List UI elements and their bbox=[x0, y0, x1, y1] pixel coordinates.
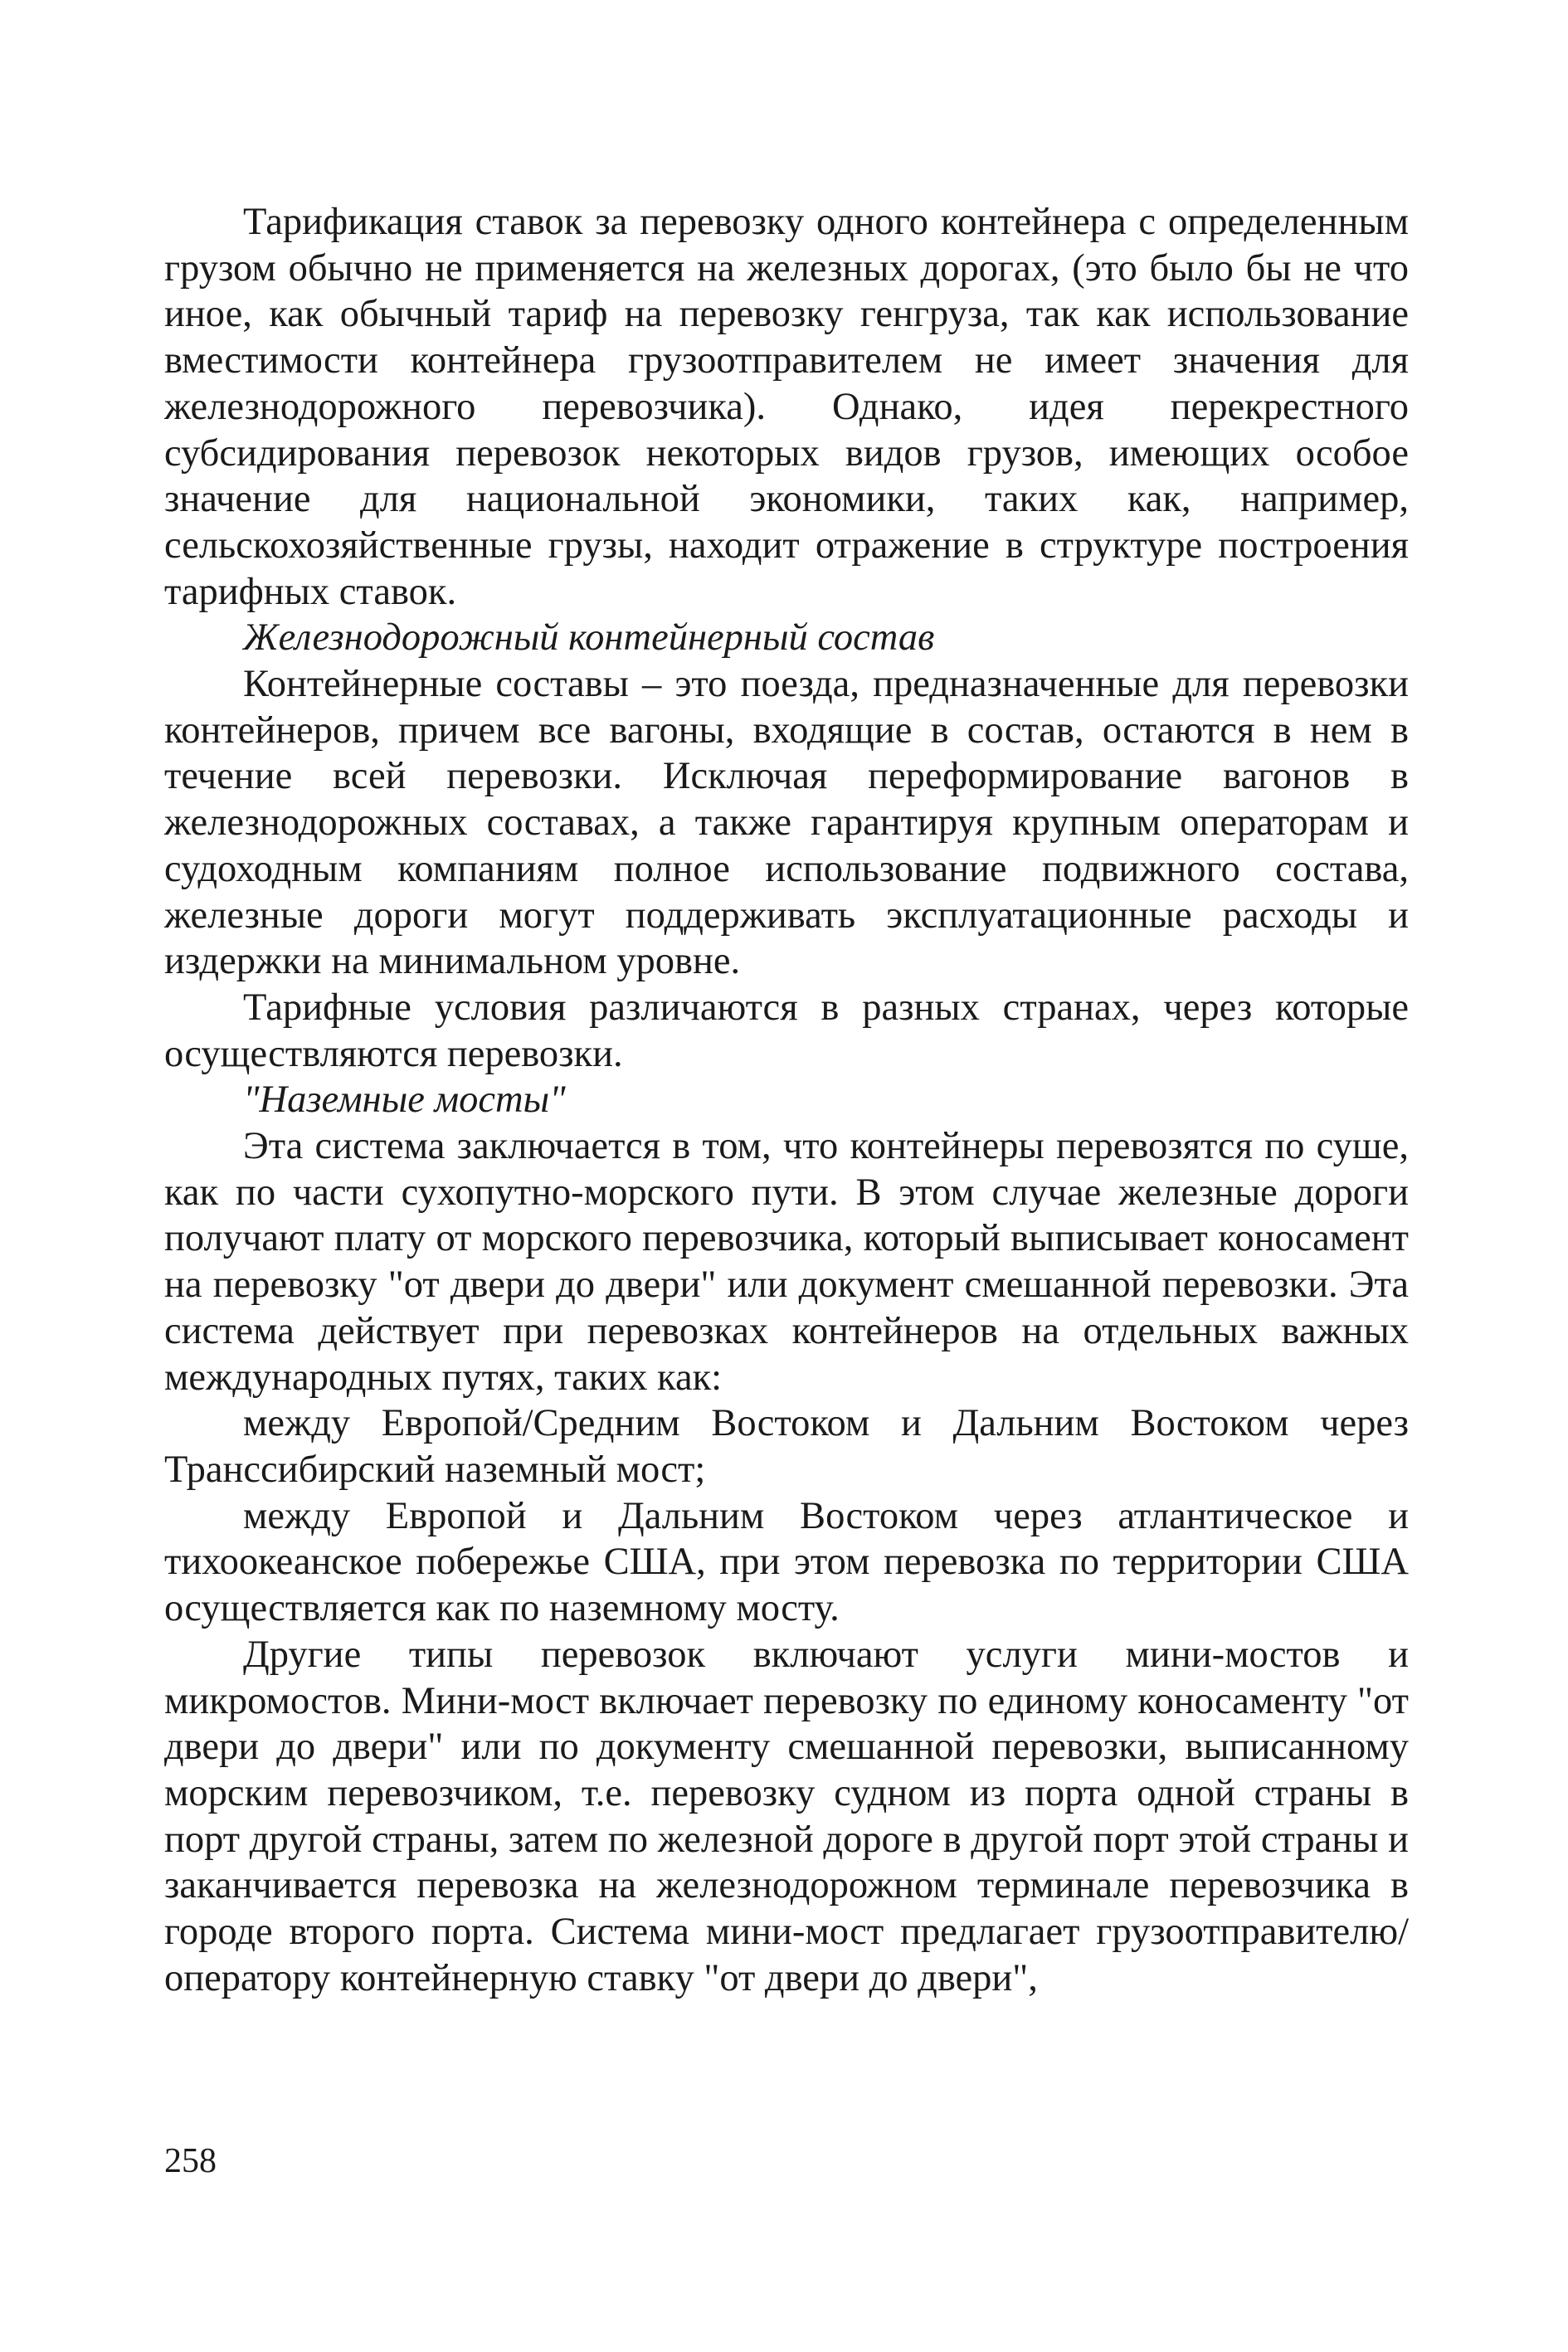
paragraph-mini-bridges: Другие типы перевозок включают услуги мини-мостов и микромостов. Мини-мост включает перевозку по единому коносаменту "от двери до двери" или по документу смешанной перевозки, выписанному морским перевозчиком, т.е. перевозку судном из порта одной страны в порт другой страны, затем по железной дороге в другой порт этой страны и заканчивается перевозка на железнодорожном терминале перевозчика в городе второго порта. Система мини-мост предлагает грузоотправителю/оператору контейнерную ставку "от двери до двери", bbox=[164, 1633, 1409, 1999]
paragraph-tariffs: Тарификация ставок за перевозку одного контейнера с определенным грузом обычно не применяется на железных дорогах, (это было бы не что иное, как обычный тариф на перевозку генгруза, так как использование вместимости контейнера грузоотправителем не имеет значения для железнодорожного перевозчика). Однако, идея перекрестного субсидирования перевозок некоторых видов грузов, имеющих особое значение для национальной экономики, таких как, например, сельскохозяйственные грузы, находит отражение в структуре построения тарифных ставок. bbox=[164, 201, 1409, 613]
section-heading-rail-container-train: Железнодорожный контейнерный состав bbox=[243, 616, 935, 660]
section-heading-land-bridges: "Наземные мосты" bbox=[243, 1079, 566, 1122]
body-text bbox=[164, 199, 1409, 2001]
paragraph-land-bridge-system: Эта система заключается в том, что контейнеры перевозятся по суше, как по части сухопутно-морского пути. В этом случае железные дороги получают плату от морского перевозчика, который выписывает коносамент на перевозку "от двери до двери" или документ смешанной перевозки. Эта система действует при перевозках контейнеров на отдельных важных международных путях, таких как: bbox=[164, 1125, 1409, 1399]
paragraph-tariff-conditions: Тарифные условия различаются в разных странах, через которые осуществляются перевозки. bbox=[164, 986, 1409, 1075]
list-item-usa-coast: между Европой и Дальним Востоком через атлантическое и тихоокеанское побережье США, при этом перевозка по территории США осуществляется как по наземному мосту. bbox=[164, 1494, 1409, 1630]
page-number: 258 bbox=[164, 2142, 217, 2180]
paragraph-container-trains: Контейнерные составы – это поезда, предназначенные для перевозки контейнеров, причем все вагоны, входящие в состав, остаются в нем в течение всей перевозки. Исключая переформирование вагонов в железнодорожных составах, а также гарантируя крупным операторам и судоходным компаниям полное использование подвижного состава, железные дороги могут поддерживать эксплуатационные расходы и издержки на минимальном уровне. bbox=[164, 663, 1409, 983]
list-item-trans-siberian: между Европой/Средним Востоком и Дальним Востоком через Транссибирский наземный мост; bbox=[164, 1402, 1409, 1491]
